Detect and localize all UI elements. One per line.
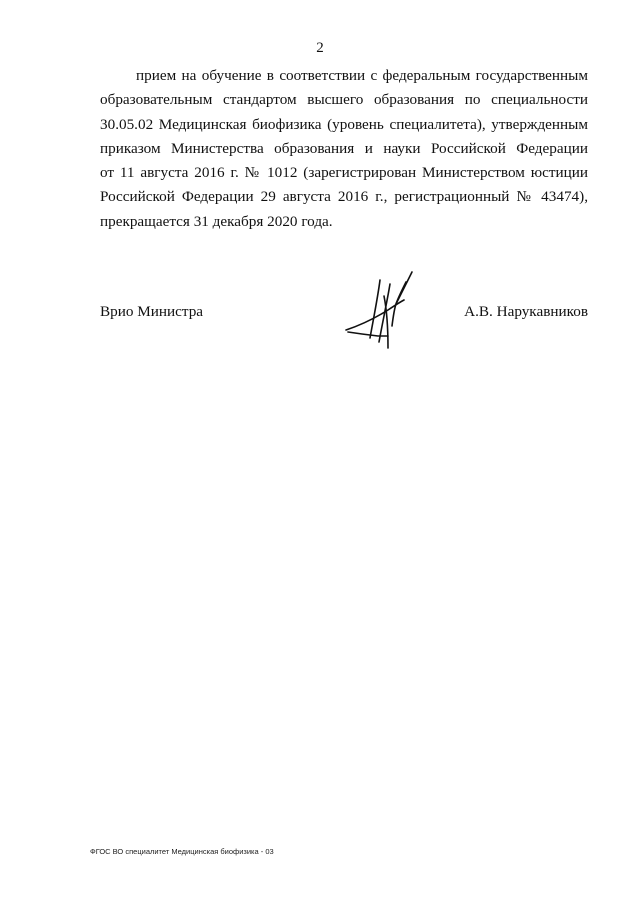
- signatory-role: Врио Министра: [100, 303, 204, 320]
- paragraph-line: образовательным стандартом высшего образования по специальности: [100, 91, 588, 109]
- paragraph-line: прекращается 31 декабря 2020 года.: [100, 212, 333, 230]
- paragraph-line: Российской Федерации 29 августа 2016 г., регистрационный № 43474),: [100, 188, 588, 206]
- signatory-name: А.В. Нарукавников: [464, 303, 588, 320]
- paragraph-line: от 11 августа 2016 г. № 1012 (зарегистрирован Министерством юстиции: [100, 164, 588, 182]
- handwritten-signature-icon: [338, 266, 428, 350]
- paragraph-line: приказом Министерства образования и науки Российской Федерации: [100, 139, 588, 157]
- order-paragraph: [100, 64, 588, 234]
- footer-document-code: ФГОС ВО специалитет Медицинская биофизика - 03: [90, 847, 274, 856]
- paragraph-line: 30.05.02 Медицинская биофизика (уровень специалитета), утвержденным: [100, 115, 588, 133]
- paragraph-line: прием на обучение в соответствии с федеральным государственным: [136, 67, 588, 84]
- page-number: 2: [316, 40, 324, 56]
